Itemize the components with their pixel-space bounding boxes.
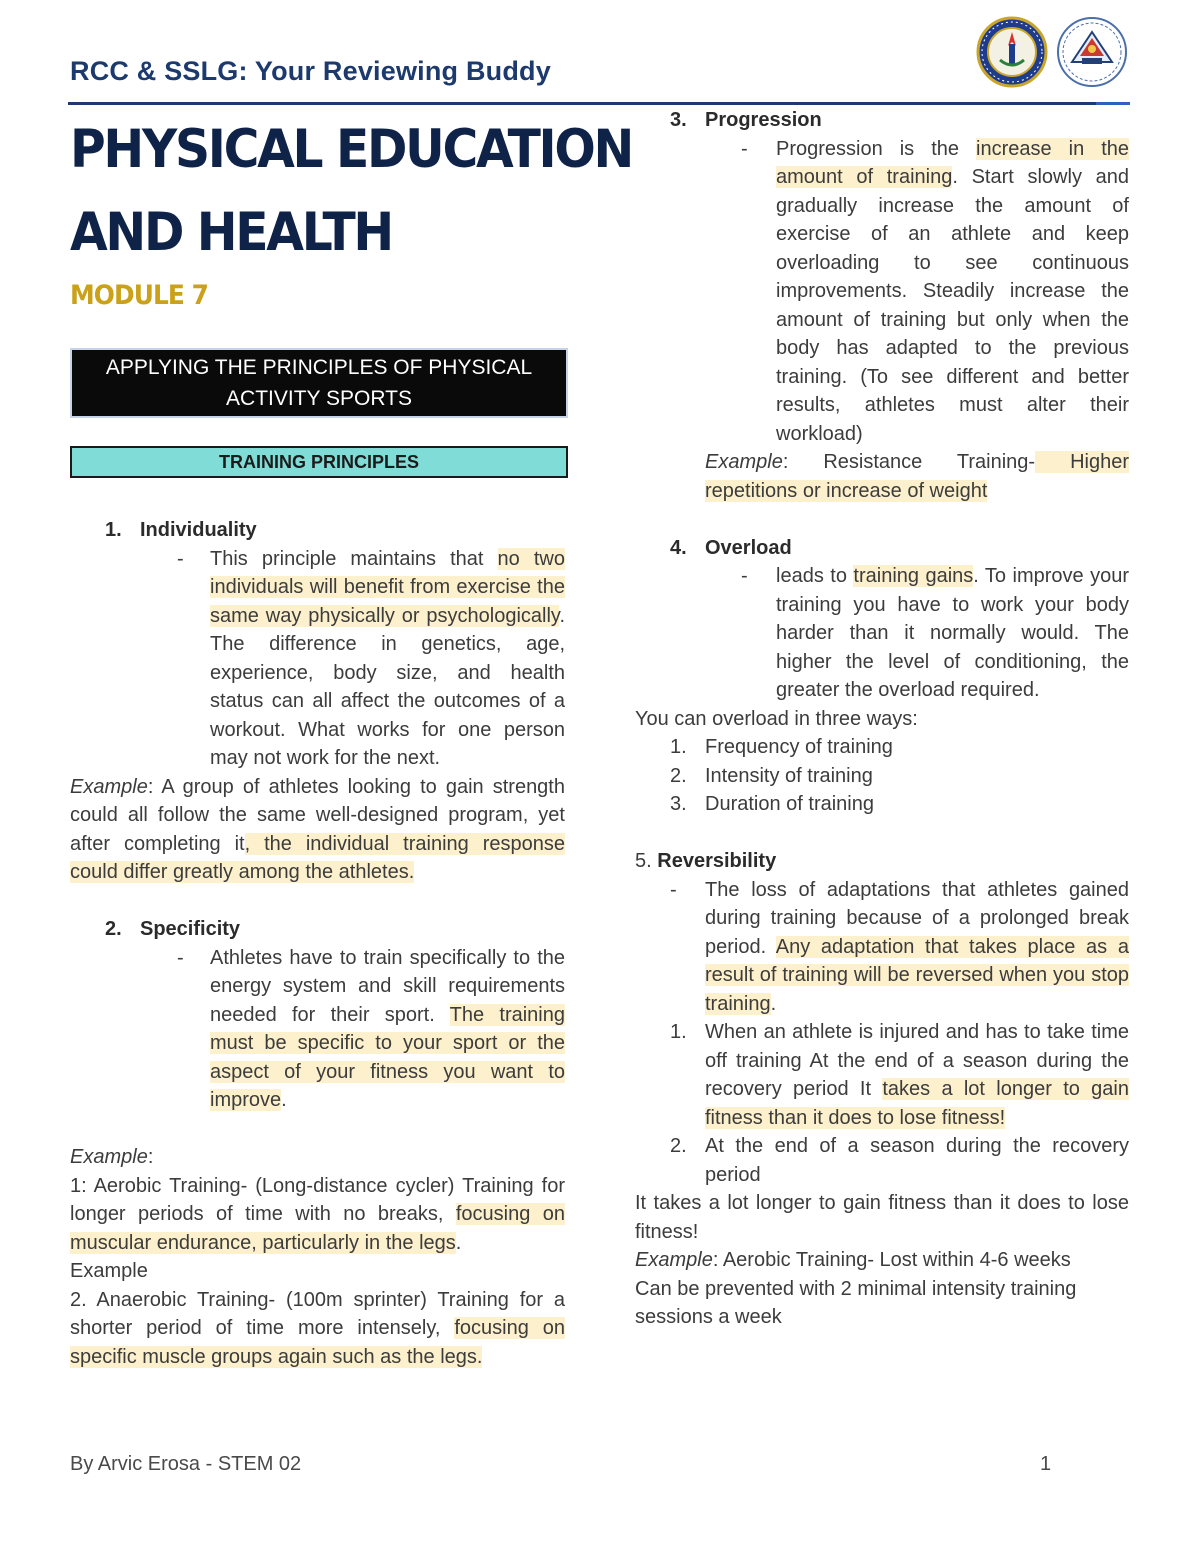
reversibility-description <box>635 876 1129 1019</box>
text: When an athlete is injured and has to take time off training At the end of a season during the recovery period It <box>705 1021 1129 1100</box>
text: Athletes have to train specifically to the energy system and skill requirements needed for their sport. <box>210 946 565 1026</box>
dash-bullet: - <box>741 137 748 160</box>
principle-individuality-heading <box>70 516 565 545</box>
example-label: Example <box>70 775 148 798</box>
text: 2. Anaerobic Training- (100m sprinter) Training for a shorter period of time more intensely, <box>70 1288 565 1339</box>
text: . To improve your training you have to work your body harder than it normally would. The higher the level of conditioning, the greater the overload required. <box>776 565 1130 701</box>
principle-title: Progression <box>705 109 822 131</box>
highlight: takes a lot longer to gain fitness than it does to lose fitness! <box>705 1078 1129 1129</box>
text: : Aerobic Training- Lost within 4-6 weeks <box>712 1249 1071 1271</box>
header-rule <box>68 102 1130 105</box>
header-title: RCC & SSLG: Your Reviewing Buddy <box>70 56 551 86</box>
specificity-description <box>70 944 565 1115</box>
highlight: focusing on muscular endurance, particularly in the legs <box>70 1203 565 1254</box>
header-rule-accent <box>1096 102 1130 105</box>
highlight: Any adaptation that takes place as a result of training will be reversed when you stop training <box>705 935 1129 1015</box>
text: . The difference in genetics, age, experience, body size, and health status can all affect the outcomes of a workout. What works for one person may not work for the next. <box>210 604 565 769</box>
text: At the end of a season during the recovery period <box>705 1135 1129 1186</box>
footer-author: By Arvic Erosa - STEM 02 <box>70 1453 302 1475</box>
text: . <box>455 1231 462 1254</box>
principle-reversibility-heading <box>635 847 1129 876</box>
topic-title-line1: APPLYING THE PRINCIPLES OF PHYSICAL <box>105 356 533 379</box>
sslg-seal-logo <box>1056 16 1128 88</box>
text: : Resistance Training- <box>782 451 1036 473</box>
principle-number: 4. <box>670 536 687 559</box>
reversibility-note: It takes a lot longer to gain fitness than it does to lose fitness! <box>635 1192 1129 1243</box>
text: . <box>281 1089 287 1111</box>
principle-specificity-heading <box>70 915 565 944</box>
principle-overload-heading <box>635 534 1129 563</box>
specificity-example-word: Example <box>70 1260 148 1282</box>
text: This principle maintains that <box>210 547 498 570</box>
principle-number: 3. <box>670 109 687 131</box>
school-seal-logo <box>976 16 1048 88</box>
text: : <box>147 1146 154 1168</box>
example-label: Example <box>70 1146 148 1168</box>
principle-title: Specificity <box>140 918 241 940</box>
list-number: 2. <box>670 1135 687 1157</box>
individuality-description <box>70 545 565 773</box>
dash-bullet: - <box>741 565 748 587</box>
left-column <box>70 106 633 1371</box>
progression-description <box>635 135 1129 449</box>
section-heading: TRAINING PRINCIPLES <box>70 446 568 478</box>
reversibility-item-2 <box>635 1132 1129 1189</box>
text: . Start slowly and gradually increase the amount of exercise of an athlete and keep overloading to see continuous improvements. Steadily increase the amount of training but only when the body has adapted to the previous training. (To see different and better results, athletes must alter their workload) <box>776 166 1129 445</box>
text: 1: Aerobic Training- (Long-distance cycler) Training for longer periods of time with no breaks, <box>70 1174 565 1225</box>
dash-bullet: - <box>177 946 184 969</box>
dash-bullet: - <box>670 878 677 901</box>
highlight: , the individual training response could differ greatly among the athletes. <box>70 832 565 883</box>
topic-title-box <box>70 348 568 418</box>
reversibility-example <box>635 1246 1129 1275</box>
specificity-example-label <box>70 1143 565 1172</box>
overload-way-item <box>635 762 1129 791</box>
highlight: increase in the amount of training <box>776 137 1130 188</box>
dash-bullet: - <box>177 547 184 570</box>
text: leads to <box>776 565 854 587</box>
principle-number: 1. <box>105 519 122 541</box>
overload-way-item <box>635 790 1129 819</box>
highlight: Higher repetitions or increase of weight <box>705 451 1129 502</box>
doc-title-line2: AND HEALTH <box>70 202 392 263</box>
overload-way-item <box>635 733 1129 762</box>
example-label: Example <box>635 1249 713 1271</box>
list-text: Intensity of training <box>705 764 873 787</box>
doc-title-line1: PHYSICAL EDUCATION <box>70 119 633 180</box>
principle-number: 5. <box>635 850 652 872</box>
topic-title-line2: ACTIVITY SPORTS <box>226 387 412 410</box>
list-text: Duration of training <box>705 793 874 815</box>
individuality-example <box>70 773 565 887</box>
highlight: focusing on specific muscle groups again such as the legs. <box>70 1317 566 1368</box>
principle-progression-heading <box>635 106 1129 135</box>
principle-number: 2. <box>105 918 122 940</box>
progression-example <box>635 448 1129 505</box>
module-label: MODULE 7 <box>70 280 208 311</box>
overload-ways-intro: You can overload in three ways: <box>635 707 918 730</box>
text: The loss of adaptations that athletes gained during training because of a prolonged break period. <box>705 878 1129 958</box>
reversibility-prevention: Can be prevented with 2 minimal intensity training sessions a week <box>635 1277 1077 1328</box>
reversibility-item-1 <box>635 1018 1129 1132</box>
list-number: 1. <box>670 736 687 758</box>
principle-title: Individuality <box>140 519 257 541</box>
highlight: training gains <box>853 565 974 587</box>
text: . <box>770 992 777 1015</box>
highlight: no two individuals will benefit from exercise the same way physically or psychologically <box>210 547 565 627</box>
text: : A group of athletes looking to gain strength could all follow the same well-designed program, yet after completing it <box>70 775 565 855</box>
list-number: 1. <box>670 1021 687 1043</box>
right-column <box>635 106 1129 1332</box>
specificity-example-2 <box>70 1286 565 1372</box>
example-label: Example <box>705 451 783 473</box>
principle-title: Reversibility <box>657 850 777 872</box>
list-number: 2. <box>670 764 687 787</box>
highlight: The training must be specific to your sport or the aspect of your fitness you want to improve <box>210 1003 565 1111</box>
principle-title: Overload <box>705 536 792 559</box>
specificity-example-1 <box>70 1172 565 1258</box>
list-text: Frequency of training <box>705 736 893 758</box>
page-number: 1 <box>1040 1453 1052 1475</box>
list-number: 3. <box>670 793 687 815</box>
overload-description <box>635 562 1129 705</box>
text: Progression is the <box>776 137 977 160</box>
